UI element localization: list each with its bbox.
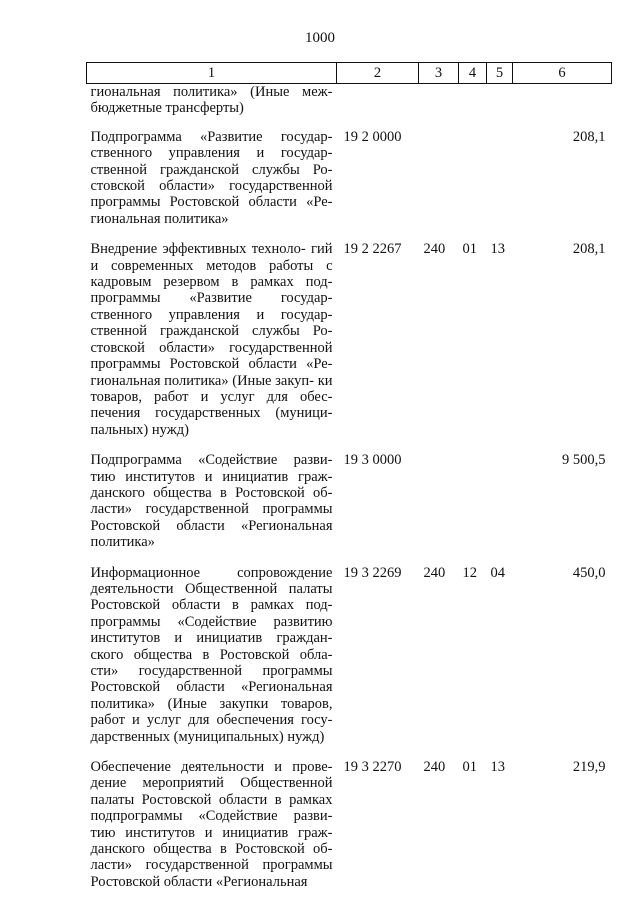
description-line: программы «Развитие государ- — [90, 290, 333, 307]
description-line: Ростовской области «Региональная — [90, 873, 308, 890]
row-subsection: 13 — [490, 241, 505, 258]
row-expense-type: 240 — [423, 564, 446, 581]
description-line: программы «Содействие развитию — [90, 613, 333, 630]
description-line: Подпрограмма «Содействие разви- — [90, 452, 333, 469]
description-line: ственной гражданской службы Ро- — [90, 161, 333, 178]
row-code: 19 2 2267 — [343, 241, 402, 258]
row-expense-type: 240 — [423, 241, 446, 258]
description-line: Информационное сопровождение — [90, 564, 333, 581]
description-line: тию институтов и инициатив граж- — [90, 468, 333, 485]
row-description — [87, 84, 337, 129]
row-subsection: 13 — [490, 759, 505, 776]
description-line: тию институтов и инициатив граж- — [90, 824, 333, 841]
row-amount: 208,1 — [572, 128, 606, 145]
description-line: данского общества в Ростовской об- — [90, 841, 333, 858]
description-line: Подпрограмма «Развитие государ- — [90, 128, 333, 145]
row-description — [87, 759, 337, 890]
row-description — [87, 565, 337, 759]
description-line: работ и услуг для обеспечения госу- — [90, 712, 333, 729]
description-line: гиональная политика» (Иные закуп- — [90, 372, 315, 389]
row-section: 01 — [462, 241, 477, 258]
description-line: дение мероприятий Общественной — [90, 775, 333, 792]
table-row — [87, 84, 612, 129]
row-code: 19 3 2270 — [343, 759, 402, 776]
row-amount: 219,9 — [572, 759, 606, 776]
description-line: печения государственных (муници- — [90, 405, 333, 422]
row-code — [337, 84, 419, 129]
table-row — [87, 565, 612, 759]
description-line: подпрограммы «Содействие разви- — [90, 808, 333, 825]
description-line: Обеспечение деятельности и прове- — [90, 759, 333, 776]
description-line: гий и современных методов работы — [90, 241, 333, 274]
description-line: Ростовской области «Региональная — [90, 679, 333, 696]
row-section — [459, 84, 487, 129]
row-expense-type: 240 — [423, 759, 446, 776]
description-line: гиональная политика» — [90, 210, 229, 227]
column-number-6: 6 — [513, 63, 612, 84]
description-line: ственной гражданской службы Ро- — [90, 323, 333, 340]
row-code: 19 2 0000 — [343, 128, 402, 145]
row-description — [87, 452, 337, 564]
row-amount: 208,1 — [572, 241, 606, 258]
header-row — [87, 63, 612, 84]
row-subsection — [487, 84, 513, 129]
description-line: политика» — [90, 534, 155, 551]
row-section: 01 — [462, 759, 477, 776]
row-subsection — [487, 452, 513, 564]
description-line: данского общества в Ростовской об- — [90, 484, 333, 501]
description-line: ственного управления и государ- — [90, 145, 333, 162]
column-number-1: 1 — [87, 63, 337, 84]
description-line: Ростовской области в рамках под- — [90, 597, 333, 614]
description-line: стовской области» государственной — [90, 178, 333, 195]
row-code: 19 3 0000 — [343, 452, 402, 469]
description-line: программы Ростовской области «Ре- — [90, 194, 333, 211]
description-line: с кадровым резервом в рамках под- — [90, 257, 333, 291]
row-section: 12 — [462, 564, 477, 581]
column-number-4: 4 — [459, 63, 487, 84]
description-line: пальных) нужд) — [90, 421, 189, 438]
description-line: бюджетные трансферты) — [90, 100, 244, 117]
budget-table — [86, 62, 612, 890]
row-subsection — [487, 129, 513, 241]
description-line: гиональная политика» (Иные меж- — [90, 84, 333, 100]
row-expense-type — [419, 452, 459, 564]
description-line: ласти» государственной программы — [90, 857, 333, 874]
description-line: Внедрение эффективных техноло- — [90, 241, 306, 258]
description-line: ки товаров, работ и услуг для обес- — [90, 372, 333, 405]
row-amount: 450,0 — [572, 564, 606, 581]
table-header — [87, 63, 612, 84]
row-section — [459, 452, 487, 564]
column-number-3: 3 — [419, 63, 459, 84]
description-line: программы Ростовской области «Ре- — [90, 356, 333, 373]
row-description — [87, 129, 337, 241]
row-expense-type — [419, 84, 459, 129]
description-line: стовской области» государственной — [90, 339, 333, 356]
table-row — [87, 241, 612, 452]
page-number: 1000 — [305, 30, 335, 46]
row-section — [459, 129, 487, 241]
row-amount: 9 500,5 — [562, 452, 606, 469]
row-subsection: 04 — [490, 564, 505, 581]
description-line: нужд) — [287, 728, 325, 745]
row-code: 19 3 2269 — [343, 564, 402, 581]
description-line: Ростовской области «Региональная — [90, 517, 333, 534]
description-line: сти» государственной программы — [90, 663, 333, 679]
description-line: политика» (Иные закупки товаров, — [90, 695, 333, 712]
row-description — [87, 241, 337, 452]
description-line: дарственных (муниципальных) — [90, 728, 284, 745]
description-line: ского общества в Ростовской обла- — [90, 646, 333, 663]
row-expense-type — [419, 129, 459, 241]
description-line: институтов и инициатив граждан- — [90, 630, 333, 647]
description-line: палаты Ростовской области в рамках — [90, 791, 333, 808]
table-row — [87, 452, 612, 564]
row-amount — [513, 84, 612, 129]
table-row — [87, 759, 612, 890]
description-line: деятельности Общественной палаты — [90, 580, 333, 597]
column-number-2: 2 — [337, 63, 419, 84]
description-line: ственного управления и государ- — [90, 306, 333, 323]
table-body — [87, 84, 612, 891]
description-line: ласти» государственной программы — [90, 501, 333, 518]
column-number-5: 5 — [487, 63, 513, 84]
table-row — [87, 129, 612, 241]
